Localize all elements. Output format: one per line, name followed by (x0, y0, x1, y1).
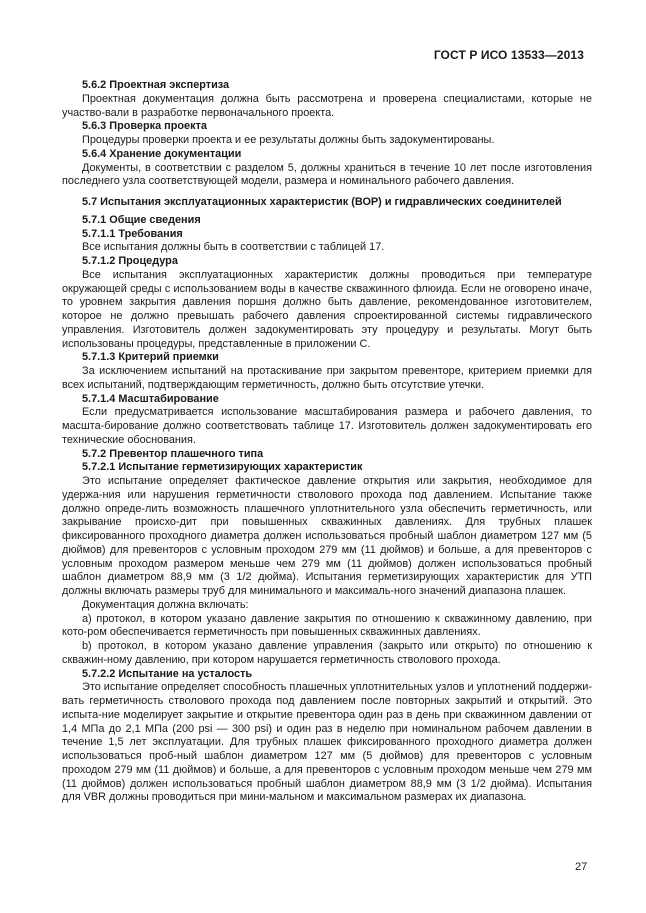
section-heading: 5.6.3 Проверка проекта (82, 120, 207, 133)
section-heading: 5.7 Испытания эксплуатационных характеристик (ВОР) и гидравлических соединителей (82, 196, 562, 208)
paragraph: Это испытание определяет фактическое давление открытия или закрытия, необходимое для удержа-ния или нарушения герметичности стволового прохода под давлением. Испытание также должно опреде-лить возможность плашечного уплотнительного узла обеспечить герметичность, или закрывание происхо-дит при повышенных скважинных давлениях. Для трубных плашек фиксированного проходного диаметра должен использоваться пробный шаблон диаметром 127 мм (5 дюймов) для превенторов с условным проходом 279 мм (11 дюймов) и больше, а для превенторов с условным проходом размером меньше чем 279 мм (11 дюймов) должен использоваться пробный шаблон диаметром 88,9 мм (3 1/2 дюйма). Испытания герметизирующих характеристик для УТП должны включать размеры труб для минимального и максималь-ного значений диапазона плашек. (62, 475, 592, 597)
section-heading: 5.7.1.2 Процедура (82, 255, 178, 267)
paragraph: Если предусматривается использование масштабирования размера и рабочего давления, то масшта-бирование должно соответствовать таблице 17. Изготовитель должен задокументировать его технические обоснования. (62, 406, 592, 446)
section-heading: 5.7.1.4 Масштабирование (82, 392, 219, 405)
paragraph: Это испытание определяет способность плашечных уплотнительных узлов и уплотнений поддержи-вать герметичность стволового прохода под давлением после повторных закрытий и открытий. Это испыта-ние моделирует закрытие и открытие превентора один раз в день при скважинном давлении от 1,4 МПа до 2,1 МПа (200 psi — 300 psi) и один раз в неделю при номинальном рабочем давлении в течение 1,5 лет эксплуатации. Для трубных плашек фиксированного проходного диаметра должен использоваться проб-ный шаблон диаметром 127 мм (5 дюймов) для превенторов с условным проходом 279 мм (11 дюймов) и больше, а для превенторов с условным проходом меньше чем 279 мм (11 дюймов) должен использоваться пробный шаблон диаметром 88,9 мм (3 1/2 дюйма). Испытания для VBR должны проводиться при мини-мальном и максимальном размерах их диапазона. (62, 681, 592, 804)
paragraph: Все испытания должны быть в соответствии с таблицей 17. (82, 241, 385, 254)
section-heading: 5.7.2.1 Испытание герметизирующих характеристик (82, 461, 363, 474)
section-heading: 5.7.1.3 Критерий приемки (82, 351, 219, 364)
paragraph: Процедуры проверки проекта и ее результаты должны быть задокументированы. (82, 134, 495, 146)
section-heading: 5.7.1 Общие сведения (82, 213, 201, 226)
paragraph: За исключением испытаний на протаскивание при закрытом превенторе, критерием приемки для всех испытаний, подтверждающим герметичность, должно быть отсутствие утечки. (62, 365, 592, 391)
paragraph: Документы, в соответствии с разделом 5, должны храниться в течение 10 лет после изготовления последнего узла соответствующей модели, размера и номинального рабочего давления. (62, 161, 592, 188)
paragraph: Проектная документация должна быть рассмотрена и проверена специалистами, которые не участво-вали в разработке первоначального проекта. (62, 92, 592, 119)
standard-header: ГОСТ Р ИСО 13533—2013 (433, 48, 584, 62)
paragraph: а) протокол, в котором указано давление закрытия по отношению к скважинному давлению, при кото-ром обеспечивается герметичность при повышенных скважинных давлениях. (62, 612, 592, 639)
paragraph: Документация должна включать: (82, 598, 249, 611)
page-number: 27 (575, 861, 588, 873)
section-heading: 5.6.4 Хранение документации (82, 147, 242, 160)
section-heading: 5.7.2 Превентор плашечного типа (82, 447, 264, 460)
section-heading: 5.7.2.2 Испытание на усталость (82, 667, 253, 680)
document-body (62, 79, 592, 805)
paragraph: b) протокол, в котором указано давление управления (закрыто или открыто) по отношению к скважин-ному давлению, при котором нарушается герметичность стволового прохода. (62, 640, 592, 666)
section-heading: 5.6.2 Проектная экспертиза (82, 79, 230, 91)
paragraph: Все испытания эксплуатационных характеристик должны проводиться при температуре окружающей среды с использованием воды в качестве скважинного флюида. Если не оговорено иначе, то уровнем закрытия давления поршня должно быть давление, рекомендованное изготовителем, которое не должно превышать рабочего давления спроектированной системы гидравлического управления. Изготовитель должен задокументировать эту процедуру и результаты. Могут быть использованы процедуры, представленные в приложении С. (62, 268, 592, 350)
section-heading: 5.7.1.1 Требования (82, 227, 183, 240)
